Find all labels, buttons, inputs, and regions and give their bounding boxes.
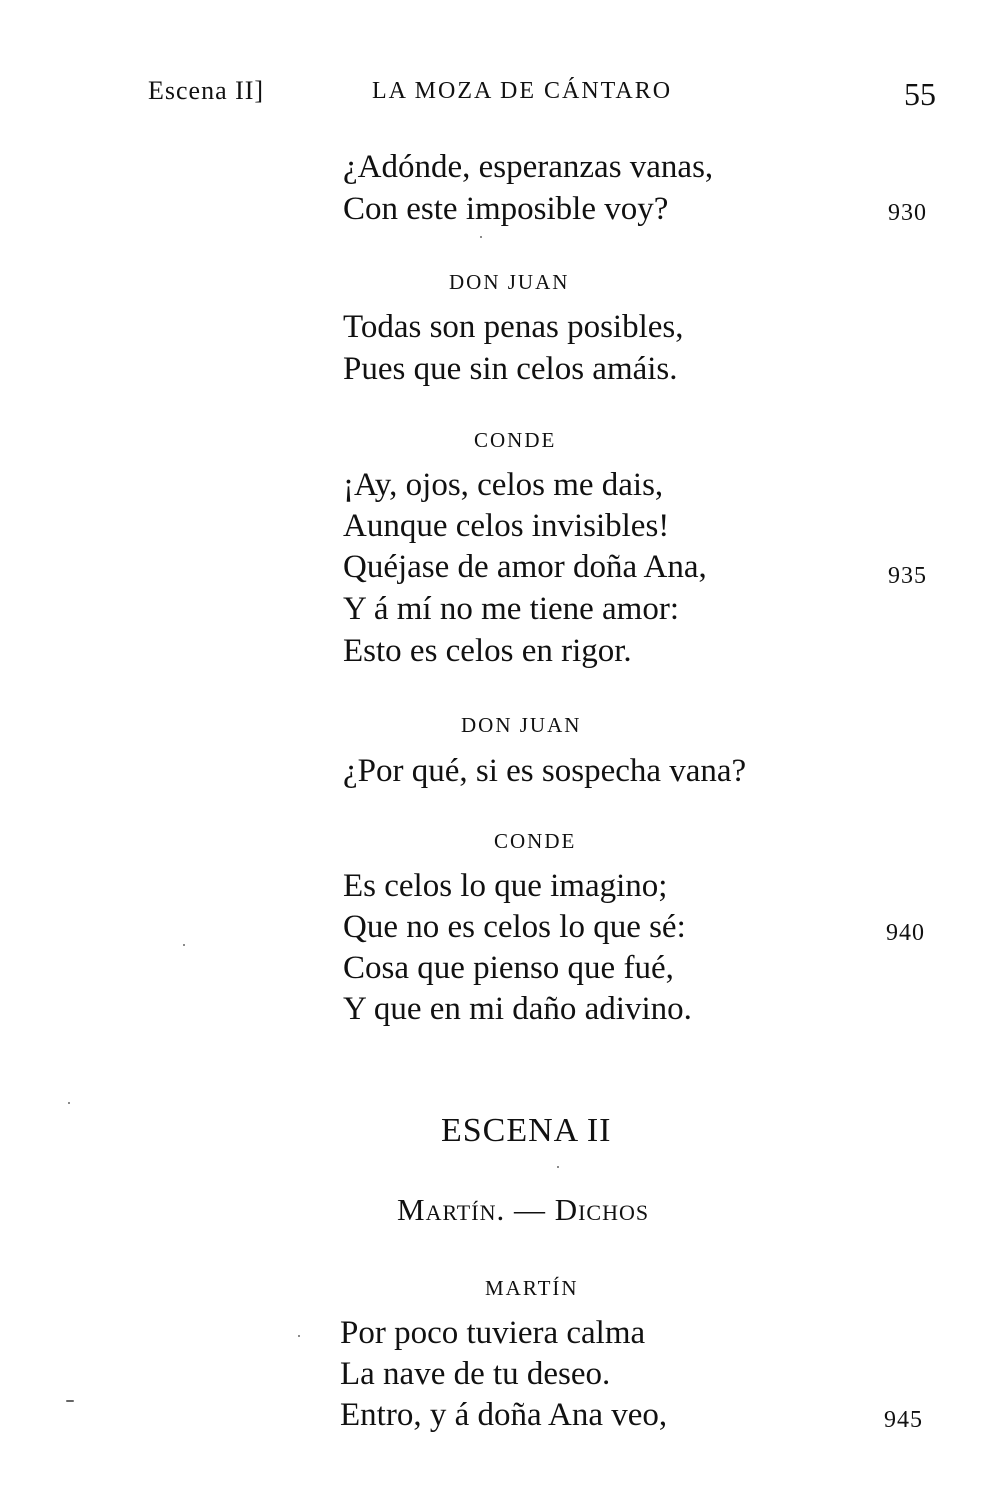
line-number: 940 xyxy=(886,920,925,946)
verse-line: Cosa que pienso que fué, xyxy=(343,950,674,986)
speaker-name: MARTÍN xyxy=(485,1276,579,1300)
verse-line: Esto es celos en rigor. xyxy=(343,633,632,669)
scan-speck xyxy=(557,1166,559,1168)
verse-line: Con este imposible voy? xyxy=(343,191,669,227)
verse-line: Quéjase de amor doña Ana, xyxy=(343,549,707,585)
verse-line: ¿Adónde, esperanzas vanas, xyxy=(343,149,714,185)
verse-line: ¡Ay, ojos, celos me dais, xyxy=(343,467,664,503)
verse-line: Pues que sin celos amáis. xyxy=(343,351,678,387)
scan-speck xyxy=(68,1102,70,1104)
verse-line: Que no es celos lo que sé: xyxy=(343,909,686,945)
verse-line: Por poco tuviera calma xyxy=(340,1315,646,1351)
speaker-name: CONDE xyxy=(494,829,577,853)
line-number: 930 xyxy=(888,200,927,226)
scene-characters: Martín. — Dichos xyxy=(397,1192,650,1227)
line-number: 945 xyxy=(884,1407,923,1433)
scene-heading: ESCENA II xyxy=(441,1112,612,1149)
verse-line: Y que en mi daño adivino. xyxy=(343,991,692,1027)
verse-line: La nave de tu deseo. xyxy=(340,1356,611,1392)
scan-speck xyxy=(298,1335,300,1337)
line-number: 935 xyxy=(888,563,927,589)
speaker-name: DON JUAN xyxy=(461,713,582,737)
verse-line: Aunque celos invisibles! xyxy=(343,508,670,544)
verse-line: ¿Por qué, si es sospecha vana? xyxy=(343,753,747,789)
speaker-name: DON JUAN xyxy=(449,270,570,294)
verse-line: Es celos lo que imagino; xyxy=(343,868,668,904)
running-header-section: Escena II] xyxy=(148,76,265,105)
verse-line: Y á mí no me tiene amor: xyxy=(343,591,680,627)
scan-speck xyxy=(183,944,185,946)
verse-line: Entro, y á doña Ana veo, xyxy=(340,1397,668,1433)
scan-speck xyxy=(66,1400,74,1402)
scan-speck xyxy=(480,236,482,238)
running-header-title: LA MOZA DE CÁNTARO xyxy=(372,78,673,104)
verse-line: Todas son penas posibles, xyxy=(343,309,684,345)
speaker-name: CONDE xyxy=(474,428,557,452)
page-number: 55 xyxy=(904,76,936,112)
